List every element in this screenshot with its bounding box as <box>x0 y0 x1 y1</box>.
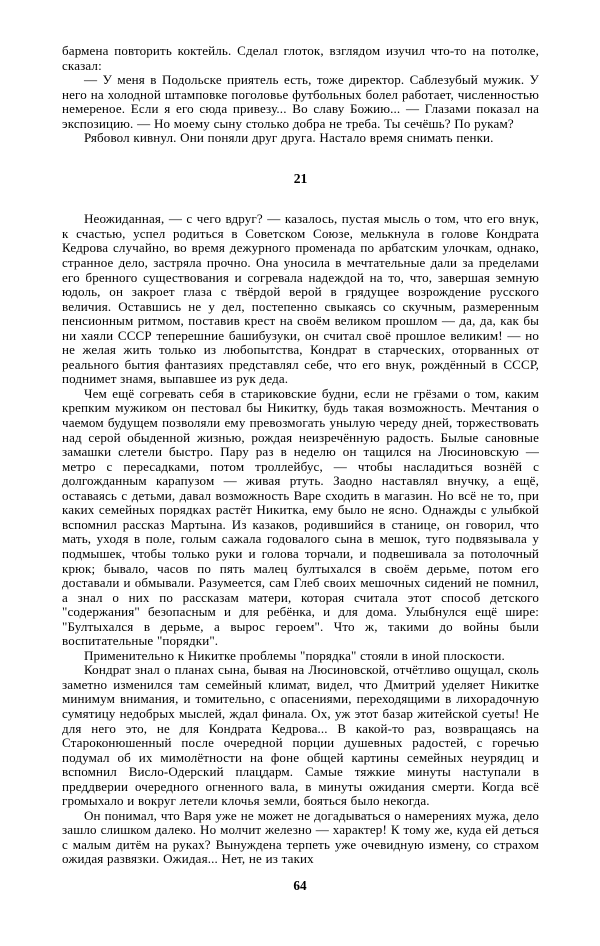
paragraph-narrative: Рябовол кивнул. Они поняли друг друга. Настало время снимать пенки. <box>84 130 494 146</box>
paragraph-continuation: бармена повторить коктейль. Сделал глоток, взглядом изучил что-то на потолке, сказал: <box>62 43 539 73</box>
paragraph-body-4: Кондрат знал о планах сына, бывая на Люсиновской, отчётливо ощущал, сколь заметно изменился там семейный климат, видел, что Дмитрий уделяет Никитке минимум внимания, и томительно, с опасениями, переходящими в лихорадочную сумятицу недобрых мыслей, ждал финала. Ох, уж этот базар житейской суеты! Не для него это, не для Кондрата Кедрова... В какой-то раз, возвращаясь на Староконюшенный после очередной порции душевных радостей, с горечью подумал об их мимолётности на фоне общей картины семейных неурядиц и вспомнил Висло-Одерский плацдарм. Самые тяжкие минуты наступали в преддверии очередного огненного вала, в минуты ожидания смерти. Когда всё громыхало и вокруг летели клочья земли, бояться было некогда. <box>62 662 539 809</box>
text-column <box>62 44 539 867</box>
page-number: 64 <box>293 878 307 893</box>
paragraph-body-1: Неожиданная, — с чего вдруг? — казалось, пустая мысль о том, что его внук, к счастью, успел родиться в Советском Союзе, мелькнула в голове Кондрата Кедрова случайно, во время дежурного променада по арбатским улочкам, однако, странное дело, застряла прочно. Она уносила в мечтательные дали за пределами его бренного существования и согревала надеждой на то, что, завершая земную юдоль, он закроет глаза с твёрдой верой в грядущее возрождение русского величия. Оставшись не у дел, постепенно свыкаясь со скучным, размеренным пенсионным ритмом, поставив крест на своём великом прошлом — да, да, как бы ни хаяли СССР теперешние башибузуки, он считал своё прошлое великим! — но не желая жить только из любопытства, Кондрат в старческих, оторванных от реального бытия фантазиях представлял себе, что его внук, рождённый в СССР, поднимет знамя, выпавшее из рук деда. <box>62 211 539 387</box>
chapter-heading: 21 <box>293 170 308 186</box>
paragraph-dialogue: — У меня в Подольске приятель есть, тоже директор. Саблезубый мужик. У него на холодной штамповке поголовье футбольных болел работает, численностью немереное. Если я его сюда привезу... Во славу Божию... — Глазами показал на экспозицию. — Но моему сыну столько добра не треба. Ты сечёшь? По рукам? <box>62 72 539 131</box>
spacer-below-chapter <box>62 186 539 212</box>
paragraph-body-2: Чем ещё согревать себя в стариковские будни, если не грёзами о том, каким крепким мужиком он пестовал бы Никитку, будь такая возможность. Мечтания о чаемом будущем позволяли ему превозмогать унылую череду дней, торжествовать над серой обыденной жизнью, рождая неизречённую радость. Былые сановные замашки слетели быстро. Пару раз в неделю он тащился на Люсиновскую — метро с пересадками, потом троллейбус, — чтобы насладиться вознёй с долгожданным карапузом — живая ртуть. Заодно наставлял внучку, а ещё, оставаясь с детьми, давал возможность Варе сходить в магазин. Но всё не то, при каких семейных порядках растёт Никитка, ему было не ясно. Однажды с улыбкой вспомнил рассказ Мартына. Из казаков, родившийся в станице, он говорил, что мать, уходя в поле, голым сажала годовалого сына в мешок, туго подвязывала у подмышек, чтобы только руки и голова торчали, и подвешивала за потолочный крюк; бывало, часов по пять малец бултыхался в своём дерьме, потом его доставали и обмывали. Разумеется, сам Глеб своих мешочных сидений не помнил, а знал о них по рассказам матери, которая считала этот способ детского "содержания" безопасным и для ребёнка, и для дома. Улыбнулся ещё шире: "Бултыхался в дерьме, а вырос героем". Что ж, такими до войны были воспитательные "порядки". <box>62 385 539 649</box>
paragraph-body-3: Применительно к Никитке проблемы "порядка" стояли в иной плоскости. <box>84 647 505 663</box>
paragraph-body-5: Он понимал, что Варя уже не может не догадываться о намерениях мужа, дело зашло слишком далеко. Но молчит железно — характер! К тому же, куда ей деться с малым дитём на руках? Вынуждена терпеть уже очевидную измену, со страхом ожидая развязки. Ожидая... Нет, не из таких <box>62 807 539 867</box>
spacer-above-chapter <box>62 146 539 172</box>
